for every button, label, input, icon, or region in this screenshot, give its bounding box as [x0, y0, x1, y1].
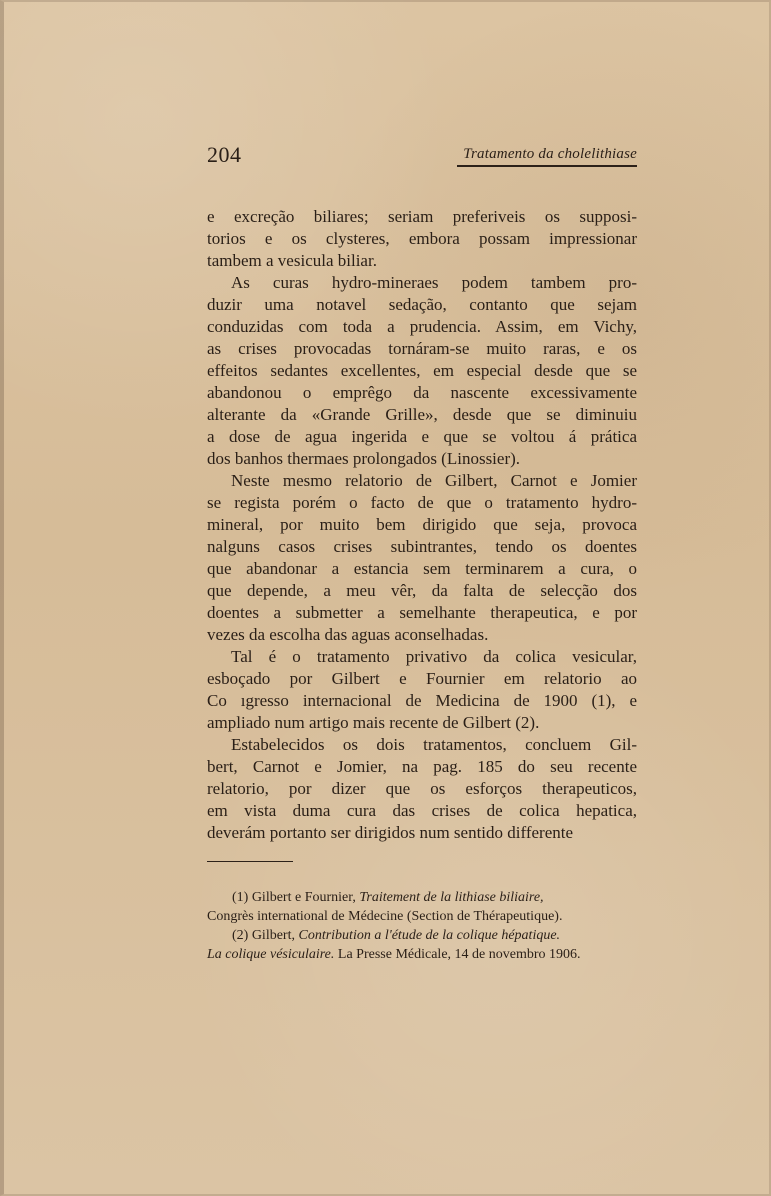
text-line: conduzidas com toda a prudencia. Assim, em Vichy,: [207, 317, 637, 336]
footnote-2-title: Contribution a l'étude de la colique hépatique.: [298, 928, 561, 943]
paragraph-4: [207, 646, 637, 734]
page-number: 204: [207, 142, 242, 167]
text-line: dos banhos thermaes prolongados (Linossier).: [207, 449, 521, 468]
text-line: as crises provocadas tornáram-se muito raras, e os: [207, 339, 637, 358]
footnote-2-continuation: [207, 945, 637, 964]
text-line: vezes da escolha das aguas aconselhadas.: [207, 625, 489, 644]
footnote-2-title-2: La colique vésiculaire.: [207, 947, 335, 962]
text-line: torios e os clysteres, embora possam impressionar: [207, 229, 637, 248]
footnote-2-rest: La Presse Médicale, 14 de novembro 1906.: [334, 947, 581, 962]
text-line: bert, Carnot e Jomier, na pag. 185 do seu recente: [207, 757, 637, 776]
footnotes: [207, 888, 637, 964]
footnote-2-prefix: (2) Gilbert,: [232, 928, 299, 943]
text-line: relatorio, por dizer que os esforços therapeuticos,: [207, 779, 637, 798]
paragraph-3: [207, 470, 637, 646]
paragraph-5: [207, 734, 637, 844]
footnote-1-continuation: Congrès international de Médecine (Section de Thérapeutique).: [207, 909, 563, 924]
text-line: As curas hydro-mineraes podem tambem pro-: [231, 273, 637, 292]
text-line: abandonou o emprêgo da nascente excessivamente: [207, 383, 637, 402]
text-line: ampliado num artigo mais recente de Gilbert (2).: [207, 713, 540, 732]
page-header: [207, 142, 637, 182]
text-line: nalguns casos crises subintrantes, tendo os doentes: [207, 537, 637, 556]
footnote-1-title: Traitement de la lithiase biliaire,: [359, 890, 544, 905]
text-line: alterante da «Grande Grille», desde que se diminuiu: [207, 405, 637, 424]
text-line: deverám portanto ser dirigidos num sentido differente: [207, 823, 574, 842]
text-line: mineral, por muito bem dirigido que seja, provoca: [207, 515, 637, 534]
text-line: Neste mesmo relatorio de Gilbert, Carnot e Jomier: [231, 471, 637, 490]
main-text: [207, 206, 637, 844]
text-line: duzir uma notavel sedação, contanto que sejam: [207, 295, 637, 314]
text-line: effeitos sedantes excellentes, em especial desde que se: [207, 361, 637, 380]
text-line: Tal é o tratamento privativo da colica vesicular,: [231, 647, 637, 666]
paragraph-1: [207, 206, 637, 272]
footnote-2: [207, 926, 637, 945]
footnote-rule: [207, 861, 293, 862]
text-line: que abandonar a estancia sem terminarem a cura, o: [207, 559, 637, 578]
text-line: doentes a submetter a semelhante therapeutica, e por: [207, 603, 637, 622]
header-rule: [457, 165, 637, 167]
text-line: a dose de agua ingerida e que se voltou á prática: [207, 427, 637, 446]
running-head: Tratamento da cholelithiase: [463, 146, 637, 162]
text-line: se regista porém o facto de que o tratamento hydro-: [207, 493, 637, 512]
text-line: tambem a vesicula biliar.: [207, 251, 377, 270]
text-line: que depende, a meu vêr, da falta de selecção dos: [207, 581, 637, 600]
footnote-1-prefix: (1) Gilbert e Fournier,: [232, 890, 360, 905]
text-line: e excreção biliares; seriam preferiveis os supposi-: [207, 207, 637, 226]
paragraph-2: [207, 272, 637, 470]
text-line: Co ıgresso internacional de Medicina de 1900 (1), e: [207, 691, 637, 710]
footnote-1: [207, 888, 637, 907]
text-line: em vista duma cura das crises de colica hepatica,: [207, 801, 637, 820]
text-line: Estabelecidos os dois tratamentos, concluem Gil-: [231, 735, 637, 754]
text-line: esboçado por Gilbert e Fournier em relatorio ao: [207, 669, 637, 688]
